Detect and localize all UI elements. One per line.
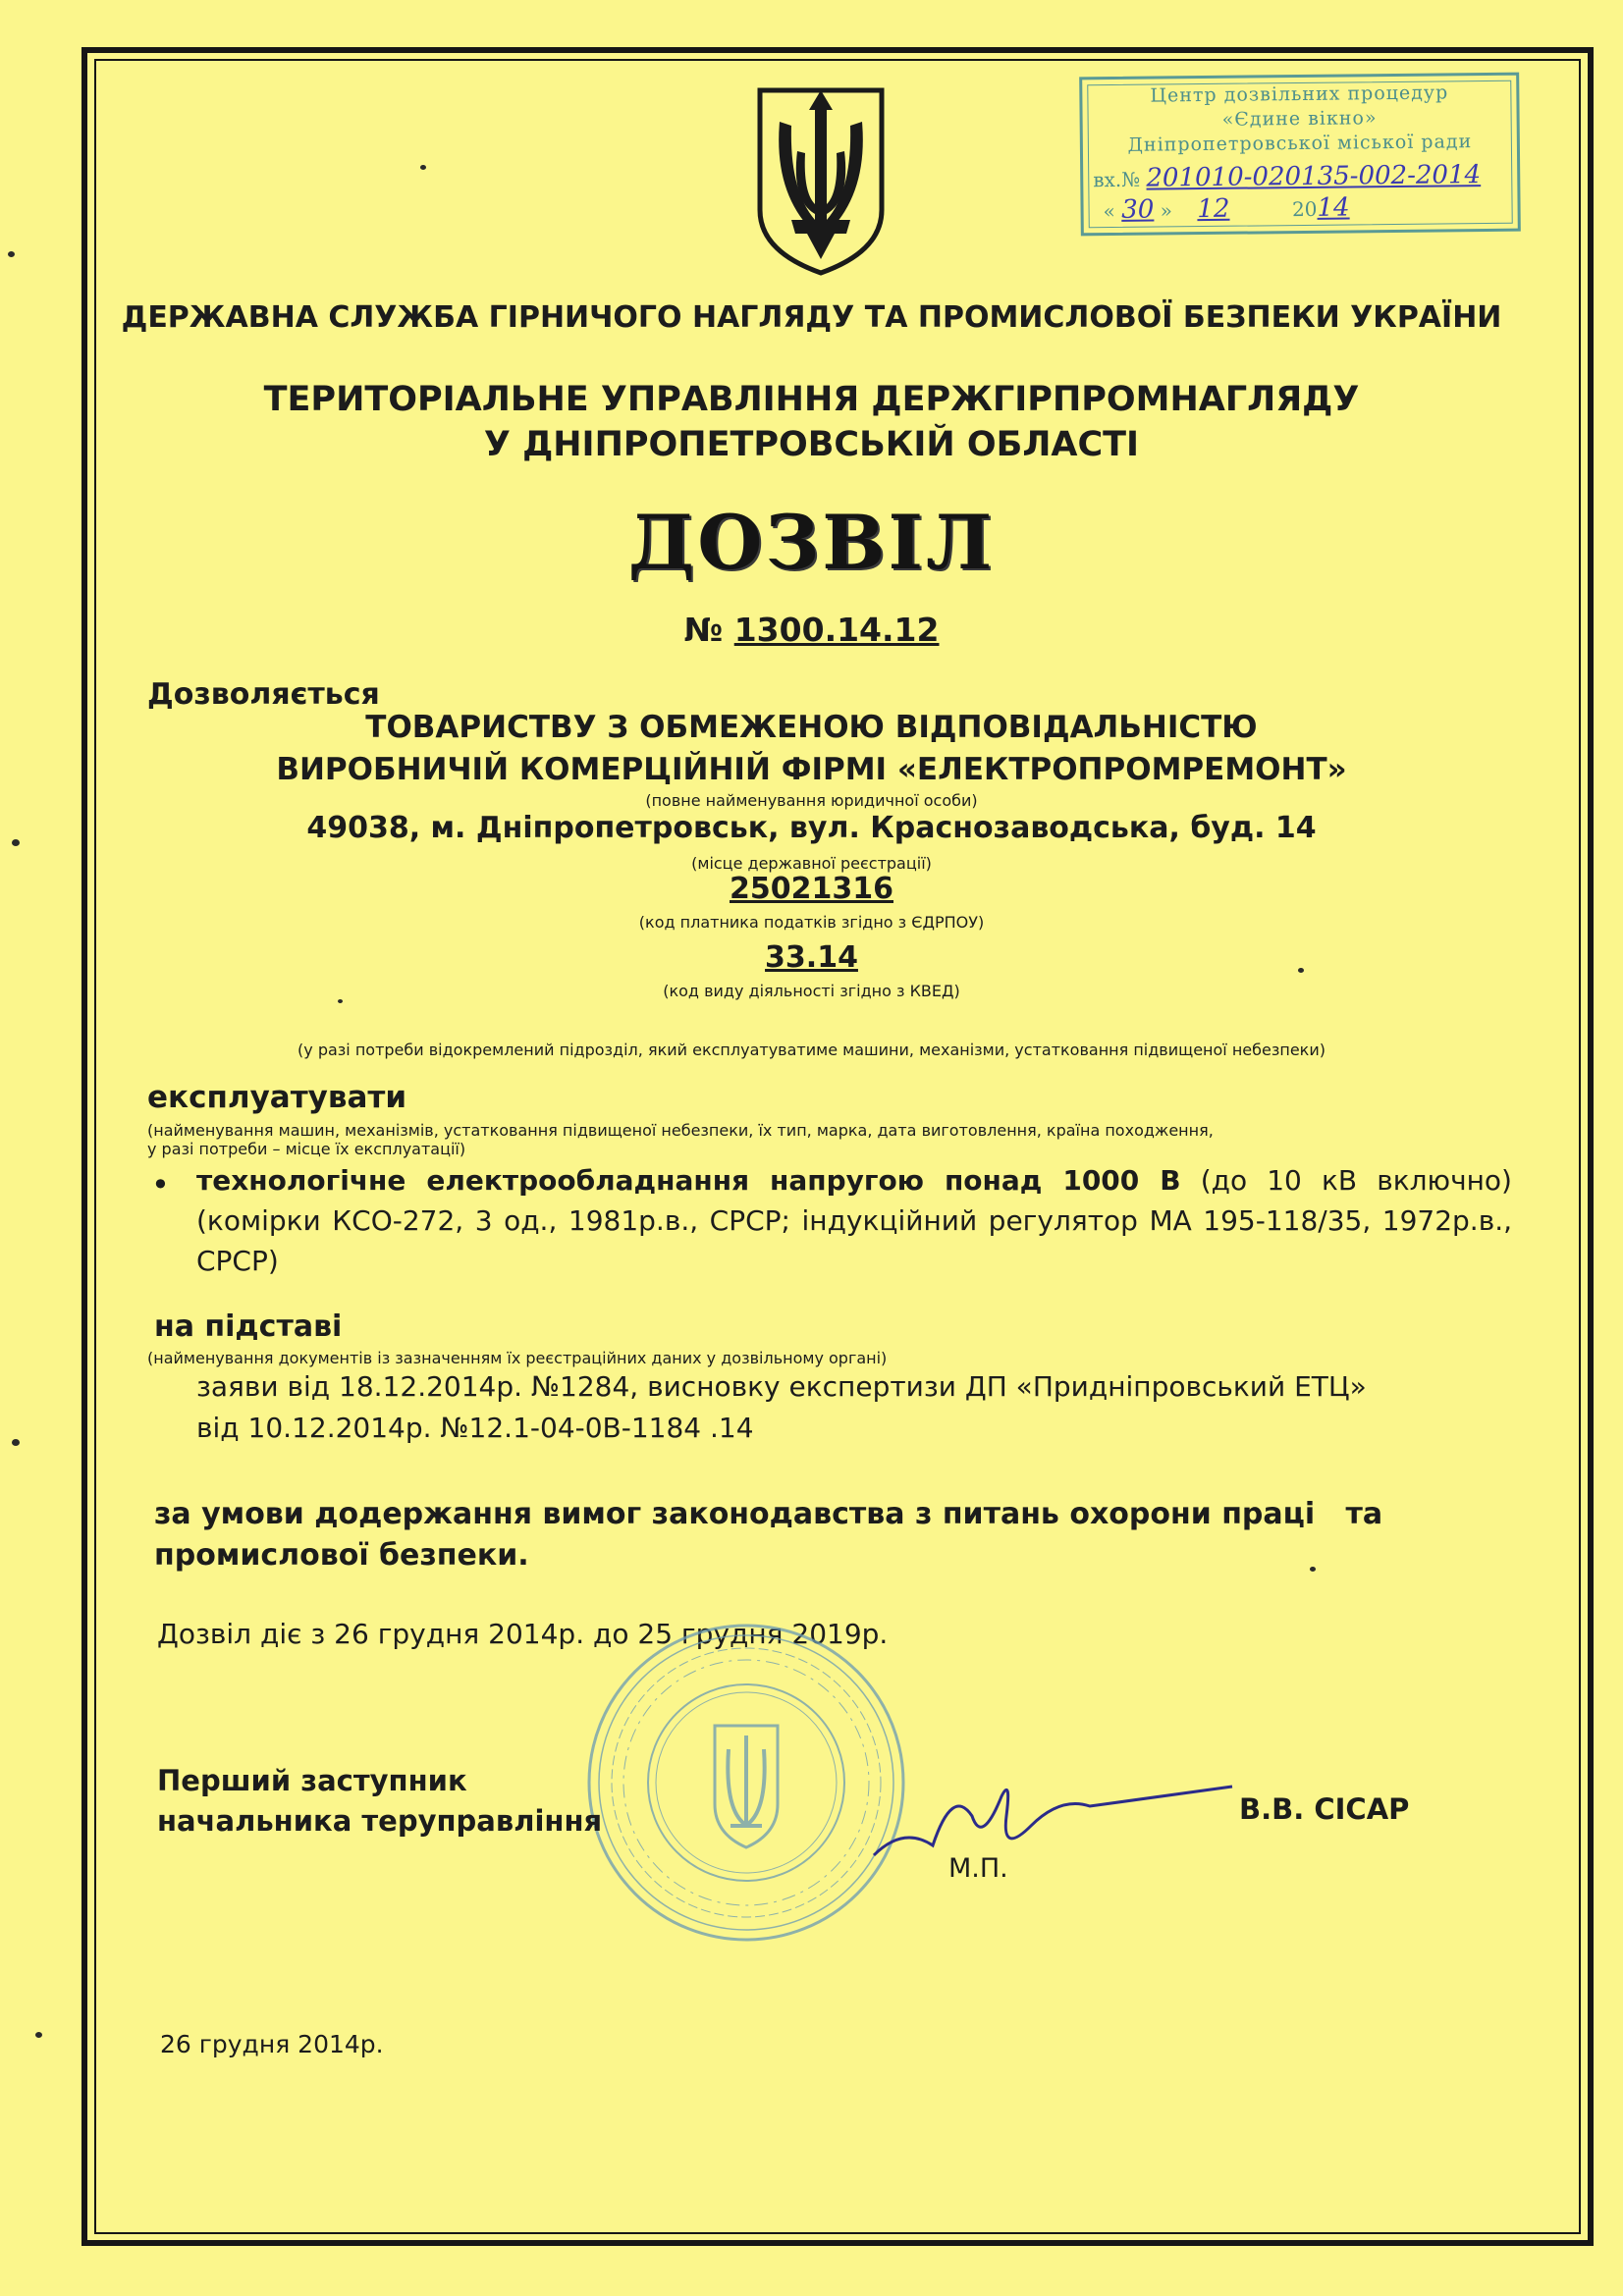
equipment-bullet: • bbox=[151, 1166, 170, 1203]
scan-speck bbox=[420, 165, 426, 170]
basis-line-1: заяви від 18.12.2014р. №1284, висновку експертизи ДП «Придніпровський ЕТЦ» bbox=[196, 1370, 1367, 1403]
operate-caption-line-1: (найменування машин, механізмів, устатковання підвищеної небезпеки, їх тип, марка, дата виготовлення, країна походження, bbox=[147, 1121, 1214, 1140]
conditions-line-2: промислової безпеки. bbox=[154, 1538, 529, 1573]
equipment-description bbox=[196, 1160, 1512, 1281]
scan-speck bbox=[338, 999, 343, 1003]
registration-stamp bbox=[1079, 73, 1521, 237]
signer-name: В.В. СІСАР bbox=[1239, 1792, 1410, 1826]
company-address: 49038, м. Дніпропетровськ, вул. Краснозаводська, буд. 14 bbox=[306, 811, 1317, 845]
department-name bbox=[0, 377, 1623, 467]
allowed-label: Дозволяється bbox=[147, 677, 380, 712]
handwritten-signature bbox=[864, 1757, 1237, 1875]
scan-speck bbox=[8, 251, 15, 257]
subdivision-caption: (у разі потреби відокремлений підрозділ, який експлуатуватиме машини, механізми, устатковання підвищеної небезпеки) bbox=[298, 1041, 1325, 1059]
equipment-details: (до 10 кВ включно) (комірки КСО-272, 3 од., 1981р.в., СРСР; індукційний регулятор МА 195-118/35, 1972р.в., СРСР) bbox=[196, 1164, 1512, 1277]
stamp-line-2: «Єдине вікно» bbox=[1221, 107, 1378, 131]
document-title: ДОЗВІЛ bbox=[627, 499, 996, 586]
permit-number bbox=[0, 611, 1623, 649]
stamp-date-open: « bbox=[1103, 198, 1115, 224]
stamp-line-1: Центр дозвільних процедур bbox=[1150, 81, 1449, 107]
permit-number-value: 1300.14.12 bbox=[733, 611, 940, 649]
stamp-date-year-prefix: 20 bbox=[1291, 196, 1318, 222]
permit-number-prefix: № bbox=[683, 611, 724, 649]
basis-label: на підставі bbox=[154, 1309, 343, 1344]
stamp-date-year-suffix: 14 bbox=[1317, 192, 1350, 223]
round-seal-icon bbox=[579, 1616, 913, 1949]
signer-position-line-1: Перший заступник bbox=[157, 1764, 467, 1797]
stamp-date bbox=[1103, 192, 1349, 225]
edrpou-code: 25021316 bbox=[730, 872, 893, 906]
company-caption: (повне найменування юридичної особи) bbox=[645, 791, 978, 810]
basis-documents bbox=[196, 1366, 1367, 1449]
stamp-reg-label: вх.№ bbox=[1093, 167, 1141, 192]
address-caption: (місце державної реєстрації) bbox=[691, 854, 932, 873]
stamp-reg-number: 201010-020135-002-2014 bbox=[1146, 160, 1482, 193]
signer-position bbox=[157, 1761, 602, 1842]
basis-line-2: від 10.12.2014р. №12.1-04-0В-1184 .14 bbox=[196, 1412, 754, 1444]
department-line-2: У ДНІПРОПЕТРОВСЬКІЙ ОБЛАСТІ bbox=[483, 425, 1140, 464]
stamp-date-close: » bbox=[1160, 198, 1173, 223]
seal-place-label: М.П. bbox=[948, 1853, 1008, 1884]
kved-code: 33.14 bbox=[765, 940, 858, 975]
scan-speck bbox=[35, 2032, 42, 2038]
scan-speck bbox=[1298, 968, 1304, 973]
ukraine-trident-icon bbox=[752, 82, 890, 279]
operate-caption-line-2: у разі потреби – місце їх експлуатації) bbox=[147, 1140, 466, 1158]
stamp-date-month: 12 bbox=[1197, 193, 1230, 225]
company-line-2: ВИРОБНИЧІЙ КОМЕРЦІЙНІЙ ФІРМІ «ЕЛЕКТРОПРОМРЕМОНТ» bbox=[276, 752, 1347, 787]
stamp-line-3: Дніпропетровської міської ради bbox=[1127, 131, 1473, 156]
conditions-text bbox=[154, 1494, 1382, 1576]
operate-caption bbox=[147, 1121, 1214, 1158]
stamp-date-day: 30 bbox=[1121, 194, 1155, 225]
operate-label: експлуатувати bbox=[147, 1080, 407, 1115]
equipment-main: технологічне електрообладнання напругою понад 1000 В bbox=[196, 1164, 1181, 1197]
department-line-1: ТЕРИТОРІАЛЬНЕ УПРАВЛІННЯ ДЕРЖГІРПРОМНАГЛЯДУ bbox=[263, 380, 1360, 419]
scan-speck bbox=[12, 1439, 20, 1446]
basis-caption: (найменування документів із зазначенням їх реєстраційних даних у дозвільному органі) bbox=[147, 1349, 888, 1367]
signer-position-line-2: начальника теруправління bbox=[157, 1804, 603, 1838]
validity-period: Дозвіл діє з 26 грудня 2014р. до 25 грудня 2019р. bbox=[157, 1618, 889, 1650]
kved-caption: (код виду діяльності згідно з КВЕД) bbox=[663, 982, 960, 1000]
edrpou-caption: (код платника податків згідно з ЄДРПОУ) bbox=[638, 913, 985, 932]
scan-speck bbox=[12, 839, 20, 846]
scan-speck bbox=[1310, 1567, 1316, 1572]
conditions-line-1: за умови додержання вимог законодавства з питань охорони праці та bbox=[154, 1497, 1383, 1531]
issue-date: 26 грудня 2014р. bbox=[160, 2030, 384, 2058]
company-name bbox=[0, 707, 1623, 791]
company-line-1: ТОВАРИСТВУ З ОБМЕЖЕНОЮ ВІДПОВІДАЛЬНІСТЮ bbox=[365, 710, 1258, 745]
stamp-registration bbox=[1093, 160, 1481, 193]
agency-name: ДЕРЖАВНА СЛУЖБА ГІРНИЧОГО НАГЛЯДУ ТА ПРОМИСЛОВОЇ БЕЗПЕКИ УКРАЇНИ bbox=[121, 300, 1502, 335]
